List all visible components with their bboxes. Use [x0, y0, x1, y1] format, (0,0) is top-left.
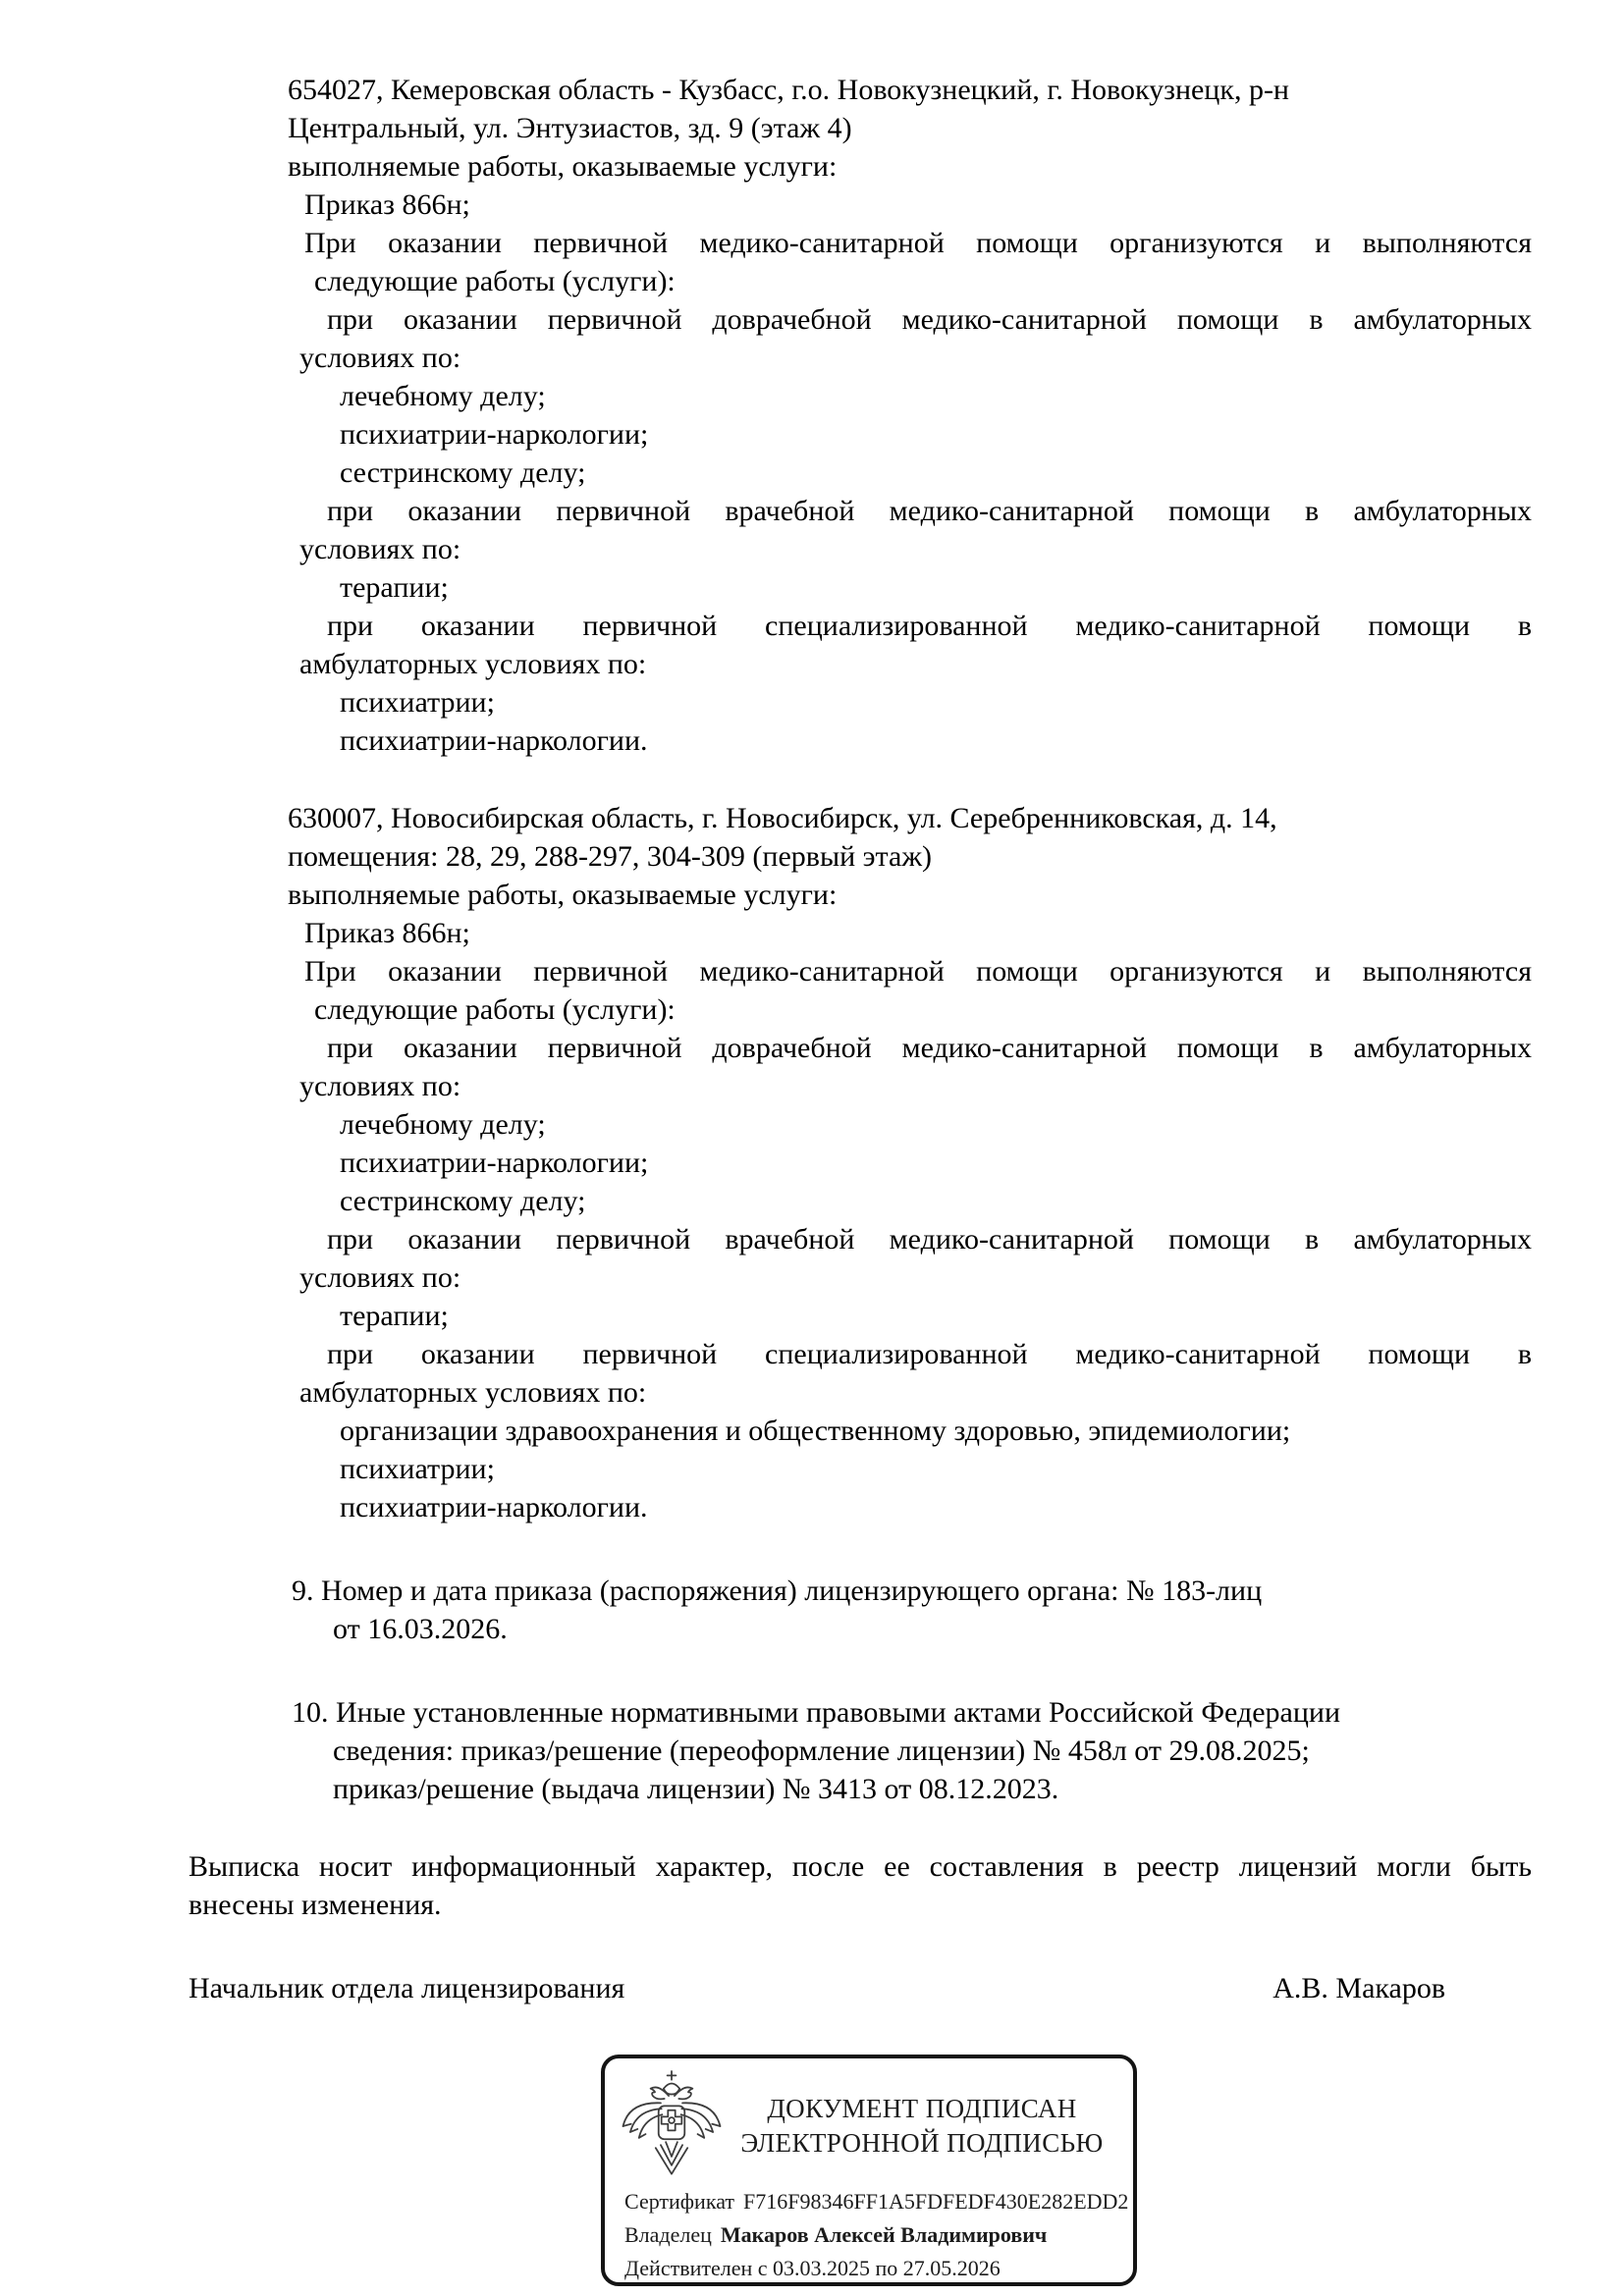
text-line: психиатрии-наркологии.	[340, 724, 648, 757]
license-address-block-1	[189, 71, 1532, 760]
stamp-title-line1: ДОКУМЕНТ ПОДПИСАН	[767, 2094, 1077, 2123]
text-line: при оказании первичной доврачебной медико-санитарной помощи в амбулаторных	[327, 1032, 1532, 1064]
validity-text: Действителен с 03.03.2025 по 27.05.2026	[624, 2256, 1001, 2280]
stamp-title	[727, 2092, 1117, 2161]
signatory-title: Начальник отдела лицензирования	[189, 1972, 625, 2004]
text-line: При оказании первичной медико-санитарной помощи организуются и выполняются	[304, 955, 1532, 988]
text-line: при оказании первичной специализированной медико-санитарной помощи в	[327, 610, 1532, 642]
informational-note	[189, 1847, 1532, 1924]
text-line: психиатрии-наркологии;	[340, 1147, 649, 1179]
text-line: психиатрии;	[340, 1453, 495, 1485]
text-line: условиях по:	[299, 533, 461, 565]
text-line: сведения: приказ/решение (переоформление лицензии) № 458л от 29.08.2025;	[333, 1735, 1310, 1767]
license-address-block-2	[189, 799, 1532, 1526]
text-line: при оказании первичной доврачебной медико-санитарной помощи в амбулаторных	[327, 303, 1532, 336]
stamp-owner-line	[617, 2219, 1117, 2251]
text-line: амбулаторных условиях по:	[299, 648, 647, 680]
text-line: организации здравоохранения и общественному здоровью, эпидемиологии;	[340, 1415, 1291, 1447]
owner-label: Владелец	[624, 2222, 712, 2247]
text-line: Приказ 866н;	[304, 188, 470, 221]
text-line: лечебному делу;	[340, 1108, 546, 1141]
text-line: помещения: 28, 29, 288-297, 304-309 (первый этаж)	[288, 840, 933, 873]
text-line: лечебному делу;	[340, 380, 546, 412]
text-line: Выписка носит информационный характер, после ее составления в реестр лицензий могли быть	[189, 1850, 1532, 1883]
certificate-value: F716F98346FF1A5FDFEDF430E282EDD2	[743, 2189, 1129, 2214]
text-line: следующие работы (услуги):	[314, 993, 676, 1026]
signature-row	[189, 1969, 1532, 2007]
text-line: Приказ 866н;	[304, 917, 470, 949]
text-line: 9. Номер и дата приказа (распоряжения) лицензирующего органа: № 183-лиц	[292, 1575, 1263, 1607]
signatory-name: А.В. Макаров	[1272, 1972, 1445, 2004]
text-line: условиях по:	[299, 1261, 461, 1294]
text-line: психиатрии-наркологии;	[340, 418, 649, 451]
text-line: приказ/решение (выдача лицензии) № 3413 от 08.12.2023.	[333, 1773, 1059, 1805]
text-line: терапии;	[340, 571, 449, 604]
text-line: выполняемые работы, оказываемые услуги:	[288, 150, 838, 183]
roszdravnadzor-eagle-icon	[617, 2068, 727, 2184]
text-line: при оказании первичной специализированной медико-санитарной помощи в	[327, 1338, 1532, 1370]
text-line: 10. Иные установленные нормативными правовыми актами Российской Федерации	[292, 1696, 1341, 1729]
text-line: сестринскому делу;	[340, 1185, 586, 1217]
text-line: при оказании первичной врачебной медико-санитарной помощи в амбулаторных	[327, 1223, 1532, 1255]
stamp-title-line2: ЭЛЕКТРОННОЙ ПОДПИСЬЮ	[740, 2128, 1104, 2158]
owner-value: Макаров Алексей Владимирович	[720, 2222, 1048, 2247]
text-line: следующие работы (услуги):	[314, 265, 676, 297]
text-line: условиях по:	[299, 342, 461, 374]
text-line: Центральный, ул. Энтузиастов, зд. 9 (этаж 4)	[288, 112, 852, 144]
text-line: выполняемые работы, оказываемые услуги:	[288, 879, 838, 911]
text-line: психиатрии;	[340, 686, 495, 719]
stamp-certificate-line	[617, 2186, 1129, 2217]
text-line: от 16.03.2026.	[333, 1613, 508, 1645]
text-line: 654027, Кемеровская область - Кузбасс, г.о. Новокузнецкий, г. Новокузнецк, р-н	[288, 74, 1289, 106]
text-line: 630007, Новосибирская область, г. Новосибирск, ул. Серебренниковская, д. 14,	[288, 802, 1277, 834]
text-line: при оказании первичной врачебной медико-санитарной помощи в амбулаторных	[327, 495, 1532, 527]
text-line: сестринскому делу;	[340, 456, 586, 489]
text-line: психиатрии-наркологии.	[340, 1491, 648, 1523]
text-line: При оказании первичной медико-санитарной помощи организуются и выполняются	[304, 227, 1532, 259]
certificate-label: Сертификат	[624, 2189, 734, 2214]
text-line: внесены изменения.	[189, 1889, 442, 1921]
stamp-validity-line	[617, 2253, 1117, 2284]
electronic-signature-stamp	[601, 2055, 1137, 2286]
text-line: амбулаторных условиях по:	[299, 1376, 647, 1409]
stamp-header	[617, 2068, 1117, 2184]
text-line: условиях по:	[299, 1070, 461, 1102]
item-10-other-info	[189, 1693, 1532, 1808]
text-line: терапии;	[340, 1300, 449, 1332]
item-9-order-number	[189, 1572, 1532, 1648]
